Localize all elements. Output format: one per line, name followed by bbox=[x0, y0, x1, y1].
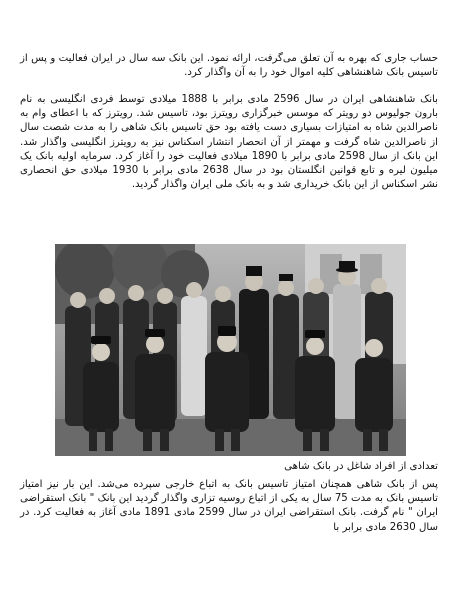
paragraph-2: بانک شاهنشاهی ایران در سال 2596 مادی برابر با 1888 میلادی توسط فردی انگلیسی به نام بارون جولیوس دو رویتر که موسس خبرگزاری رویترز بود، تاسیس شد. رویترز که با اعطای وام به ناصرالدین شاه به امتیازات بسیاری دست یافته بود حق تاسیس بانک شاهی را به مدت شصت سال از ناصرالدین شاه گرفت و مهمتر از آن انحصار انتشار اسکناس نیز به رویترز انگلیسی واگذار شد. این بانک از سال 2598 مادی برابر با 1890 میلادی فعالیت خود را آغاز کرد. سرمایه اولیه بانک یک میلیون لیره و تابع قوانین انگلستان بود در سال 2638 مادی برابر با 1930 میلادی حق انحصاری نشر اسکناس از این بانک خریداری شد و به بانک ملی ایران واگذار گردید. bbox=[20, 94, 438, 191]
photo-caption: تعدادی از افراد شاغل در بانک شاهی bbox=[284, 461, 438, 472]
paragraph-1: حساب جاری که بهره به آن تعلق می‌گرفت، ارائه نمود. این بانک سه سال در ایران فعالیت و پس از تاسیس بانک شاهنشاهی کلیه اموال خود را به آن واگذار کرد. bbox=[20, 53, 438, 79]
historical-group-photo bbox=[55, 244, 406, 456]
paragraph-3: پس از بانک شاهی همچنان امتیاز تاسیس بانک به اتباع خارجی سپرده می‌شد. این بار نیز امتیاز تاسیس بانک به مدت 75 سال به یکی از اتباع روسیه تزاری واگذار گردید این بانک " بانک استقراضی ایران " نام گرفت. بانک استقراضی ایران در سال 2599 مادی 1891 مادی آغاز به فعالیت کرد. در سال 2630 مادی برابر با bbox=[20, 479, 438, 533]
